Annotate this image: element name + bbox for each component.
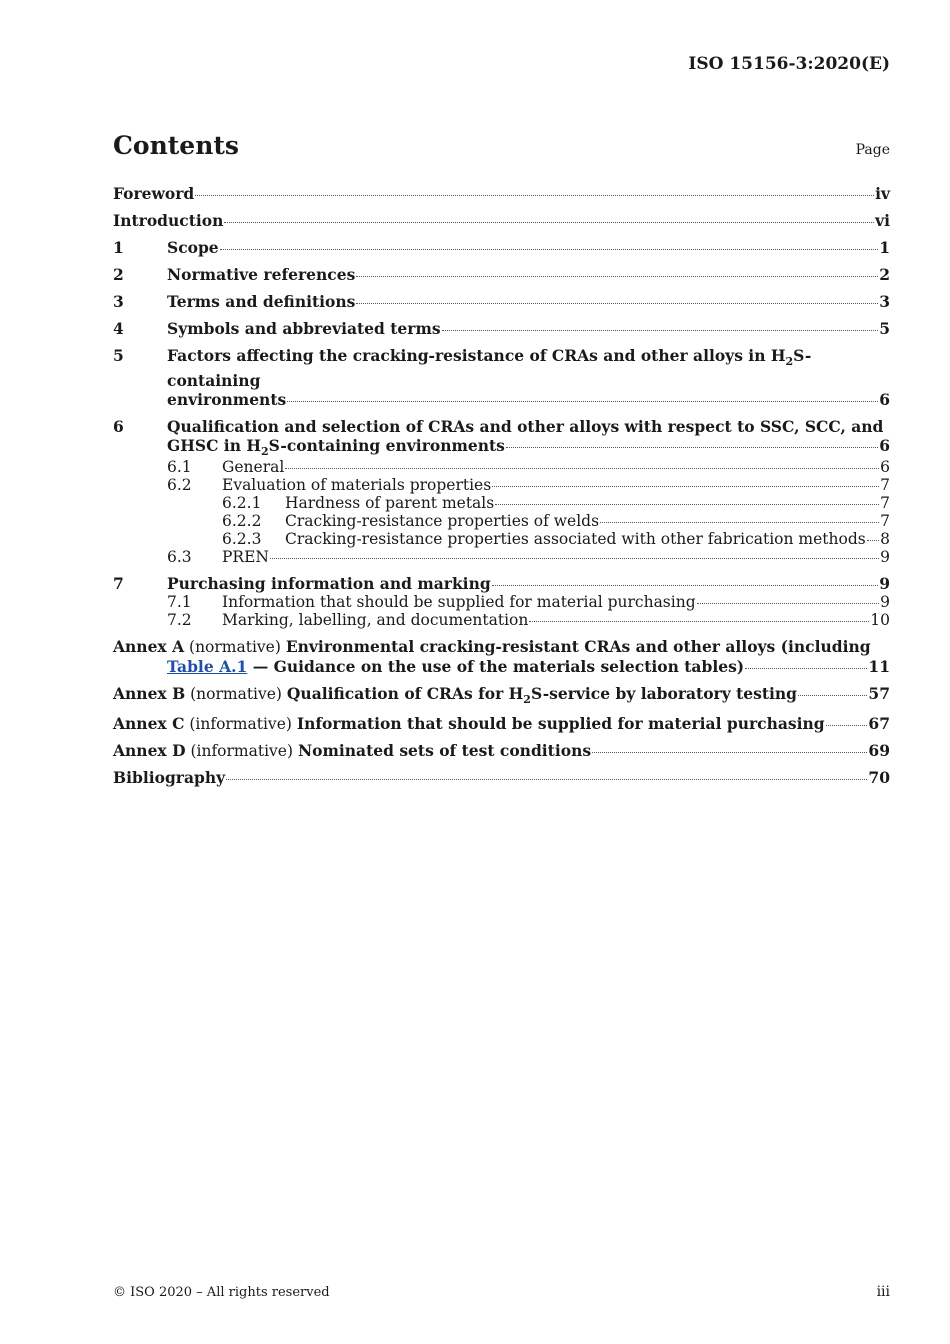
annex-kind: (informative) [189,715,292,734]
toc-entry-title: Evaluation of materials properties [222,476,492,495]
toc-page-number: vi [875,211,890,230]
toc-page-number: 9 [880,548,890,567]
toc-entry-number: 4 [113,319,124,338]
leader-dots [798,695,867,696]
toc-entry-number: 5 [113,346,124,365]
leader-dots [745,668,867,669]
toc-entry-title: Normative references [167,265,356,284]
leader-dots [195,195,874,196]
leader-dots [867,540,879,541]
page-number: iii [876,1284,890,1300]
toc-page-number: 8 [880,530,890,549]
toc-page-number: 7 [880,494,890,513]
leader-dots [220,249,879,250]
toc-page-number: 6 [879,436,890,456]
toc-entry-normative-references[interactable] [113,265,890,284]
toc-page-number: 69 [868,741,890,761]
toc-entry-title-line1: Factors affecting the cracking-resistance of CRAs and other alloys in H [167,346,786,365]
toc-page-number: iv [875,184,890,203]
leader-dots [529,621,869,622]
toc-entry-number: 6.2.2 [222,512,262,531]
annex-kind: (normative) [189,638,281,657]
toc-page-number: 11 [868,657,890,677]
toc-entry-6-2-2[interactable] [113,512,890,530]
annex-label: Annex D [113,741,186,761]
toc-entry-7-2[interactable] [113,611,890,629]
toc-page-number: 9 [879,574,890,594]
toc-entry-title: Cracking-resistance properties of welds [285,512,600,531]
toc-entry-title: Symbols and abbreviated terms [167,319,441,338]
toc-entry-6-3[interactable] [113,548,890,566]
document-id: ISO 15156-3:2020(E) [688,54,890,74]
leader-dots [442,330,879,331]
toc-page-number: 7 [880,512,890,531]
toc-entry-number: 6.2.1 [222,494,262,513]
annex-label: Annex A [113,637,185,657]
annex-kind: (informative) [190,742,294,761]
toc-entry-number: 6.2.3 [222,530,262,549]
copyright-notice: © ISO 2020 – All rights reserved [113,1285,330,1300]
leader-dots [287,401,878,402]
toc-entry-foreword[interactable] [113,184,890,203]
toc-entry-title: PREN [222,548,269,567]
toc-entry-scope[interactable] [113,238,890,257]
leader-dots [492,585,879,586]
toc-entry-introduction[interactable] [113,211,890,230]
annex-label: Annex B [113,684,186,704]
toc-page-number: 1 [879,238,890,257]
toc-entry-qualification[interactable] [113,417,890,458]
toc-page-number: 67 [868,714,890,734]
table-a1-link[interactable]: Table A.1 [167,657,248,677]
leader-dots [356,276,878,277]
toc-entry-title: Hardness of parent metals [285,494,495,513]
toc-entry-annex-d[interactable] [113,741,890,760]
toc-entry-title-line1: Environmental cracking-resistant CRAs and other alloys (including [285,637,871,657]
toc-entry-6-1[interactable] [113,458,890,476]
toc-entry-number: 6 [113,417,124,437]
toc-entry-number: 6.3 [167,548,192,567]
toc-page-number: 6 [879,390,890,410]
toc-entry-annex-c[interactable] [113,714,890,733]
annex-kind: (normative) [190,685,282,704]
toc-entry-title: Terms and definitions [167,292,356,311]
toc-entry-6-2-3[interactable] [113,530,890,548]
toc-entry-number: 2 [113,265,124,284]
toc-entry-title-line1: Qualification and selection of CRAs and other alloys with respect to SSC, SCC, and [167,417,884,437]
leader-dots [492,486,879,487]
toc-entry-title: Purchasing information and marking [167,574,491,594]
page-column-label: Page [855,142,890,158]
toc-entry-terms-definitions[interactable] [113,292,890,311]
toc-entry-title: Nominated sets of test conditions [297,741,592,761]
leader-dots [697,603,879,604]
toc-entry-title: General [222,458,285,477]
leader-dots [285,468,879,469]
toc-entry-number: 7 [113,574,124,594]
toc-page-number: 6 [880,458,890,477]
toc-entry-title: Qualification of CRAs for $H_2S$-service by laboratory testing [286,684,798,707]
toc-entry-bibliography[interactable] [113,768,890,787]
toc-entry-6-2-1[interactable] [113,494,890,512]
toc-entry-title-line2: environments [167,390,287,410]
toc-entry-symbols[interactable] [113,319,890,338]
toc-entry-number: 1 [113,238,124,257]
toc-entry-7-1[interactable] [113,593,890,611]
toc-entry-number: 7.2 [167,611,192,630]
leader-dots [226,779,867,780]
toc-entry-title: Marking, labelling, and documentation [222,611,529,630]
leader-dots [356,303,878,304]
table-of-contents [113,184,890,787]
leader-dots [600,522,879,523]
toc-entry-title: Cracking-resistance properties associated with other fabrication methods [285,530,866,549]
leader-dots [495,504,879,505]
toc-entry-title: Bibliography [113,768,226,788]
toc-entry-title-line2: — Guidance on the use of the materials selection tables) [252,657,745,677]
toc-entry-factors[interactable]: 5 Factors affecting the cracking-resistance of CRAs and other alloys in $H_2S$-containing environments 6 [113,346,890,410]
leader-dots [270,558,879,559]
toc-entry-number: 7.1 [167,593,192,612]
annex-label: Annex C [113,714,185,734]
toc-entry-title-line2: GHSC in $H_2S$-containing environments [167,436,505,459]
page-title: Contents [113,131,240,160]
leader-dots [506,447,878,448]
toc-page-number: 57 [868,684,890,704]
toc-page-number: 3 [879,292,890,311]
leader-dots [224,222,874,223]
toc-entry-number: 6.1 [167,458,192,477]
toc-entry-number: 3 [113,292,124,311]
toc-page-number: 5 [879,319,890,338]
toc-page-number: 70 [868,768,890,788]
toc-page-number: 9 [880,593,890,612]
toc-entry-6-2[interactable] [113,476,890,494]
toc-entry-annex-a[interactable] [113,637,890,676]
toc-entry-title: Information that should be supplied for material purchasing [296,714,825,734]
toc-entry-annex-b[interactable] [113,684,890,706]
toc-entry-title: Introduction [113,211,224,230]
toc-page-number: 10 [870,611,890,630]
leader-dots [826,725,868,726]
toc-entry-title: Foreword [113,184,195,203]
toc-entry-purchasing[interactable] [113,574,890,593]
toc-page-number: 2 [879,265,890,284]
leader-dots [592,752,867,753]
toc-entry-title: Scope [167,238,219,257]
toc-entry-title: Information that should be supplied for material purchasing [222,593,696,612]
toc-entry-number: 6.2 [167,476,192,495]
toc-page-number: 7 [880,476,890,495]
